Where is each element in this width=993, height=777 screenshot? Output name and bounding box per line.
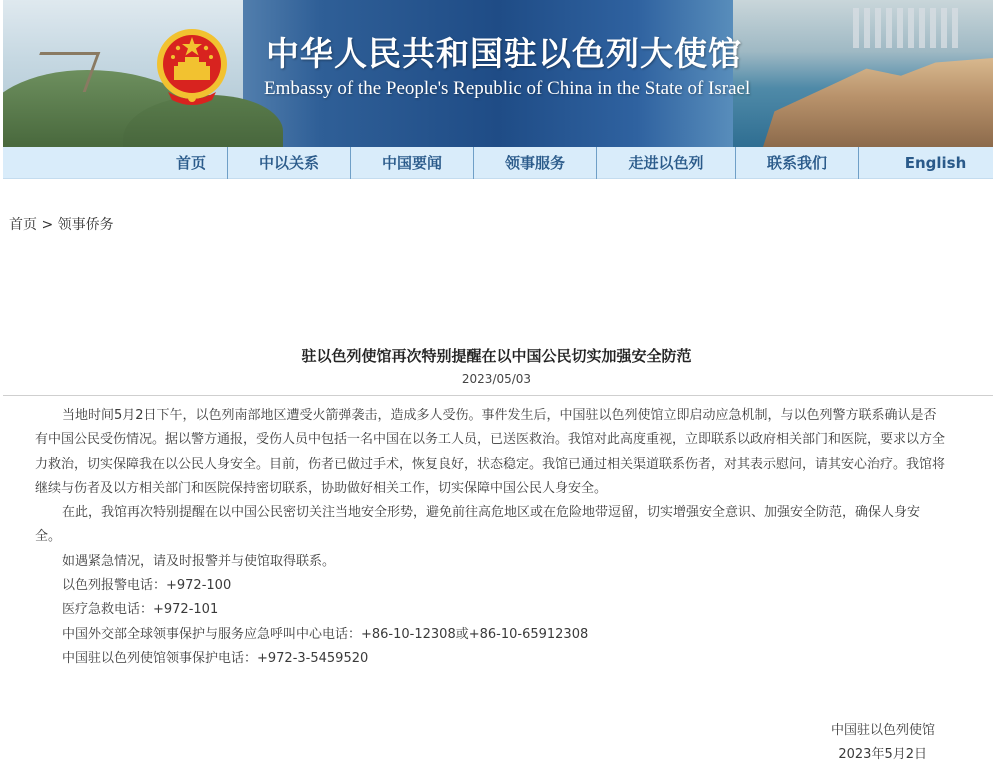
mfa-hotline: 中国外交部全球领事保护与服务应急呼叫中心电话：+86-10-12308或+86-10-65912308 [62, 626, 589, 642]
site-title: 中华人民共和国驻以色列大使馆 [266, 34, 742, 73]
article-date: 2023/05/03 [461, 372, 532, 386]
article-body [35, 404, 945, 671]
nav-item-consular-services[interactable]: 领事服务 [504, 154, 565, 172]
site-subtitle: Embassy of the People's Republic of China in the State of Israel [264, 78, 751, 99]
article-paragraph: 在此，我馆再次特别提醒在以中国公民密切关注当地安全形势，避免前往高危地区或在危险地带逗留，切实增强安全意识、加强安全防范，确保人身安全。 [35, 505, 921, 545]
main-nav [3, 147, 993, 179]
signature-date: 2023年5月2日 [838, 747, 927, 762]
nav-item-china-israel-relations[interactable]: 中以关系 [258, 154, 319, 172]
article-title: 驻以色列使馆再次特别提醒在以中国公民切实加强安全防范 [301, 347, 692, 365]
nav-item-about-israel[interactable]: 走进以色列 [628, 154, 704, 172]
article-signature: 中国驻以色列使馆 [830, 723, 935, 738]
breadcrumb-consular-link[interactable]: 领事侨务 [57, 217, 114, 233]
banner-skyline [853, 8, 963, 48]
nav-item-home[interactable]: 首页 [175, 154, 206, 172]
embassy-protection-phone: 中国驻以色列使馆领事保护电话：+972-3-5459520 [62, 650, 369, 666]
nav-separator [858, 147, 859, 179]
police-phone: 以色列报警电话：+972-100 [62, 578, 232, 594]
national-emblem-icon [154, 26, 230, 108]
nav-item-english[interactable]: English [904, 154, 967, 172]
article-paragraph: 当地时间5月2日下午，以色列南部地区遭受火箭弹袭击，造成多人受伤。事件发生后，中国驻以色列使馆立即启动应急机制，与以色列警方联系确认是否有中国公民受伤情况。据以警方通报，受伤人员中包括一名中国在以务工人员，已送医救治。我馆对此高度重视，立即联系以政府相关部门和医院，要求以方全力救治，切实保障我在以公民人身安全。目前，伤者已做过手术，恢复良好，状态稳定。我馆已通过相关渠道联系伤者，对其表示慰问，请其安心治疗。我馆将继续与伤者及以方相关部门和医院保持密切联系，协助做好相关工作，切实保障中国公民人身安全。 [35, 408, 946, 496]
medical-phone: 医疗急救电话：+972-101 [62, 602, 219, 618]
nav-item-china-news[interactable]: 中国要闻 [381, 154, 442, 172]
nav-item-contact-us[interactable]: 联系我们 [766, 154, 827, 172]
emergency-note: 如遇紧急情况，请及时报警并与使馆取得联系。 [62, 553, 336, 569]
breadcrumb [9, 214, 114, 234]
breadcrumb-home-link[interactable]: 首页 [9, 217, 37, 233]
title-divider [3, 395, 993, 396]
breadcrumb-separator: > [37, 217, 58, 233]
